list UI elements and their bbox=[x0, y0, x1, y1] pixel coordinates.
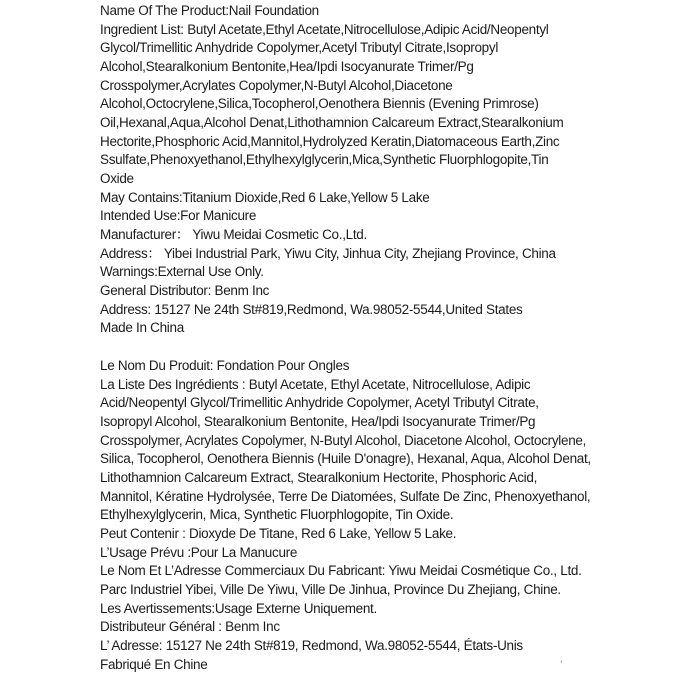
stray-mark: ’ bbox=[560, 658, 563, 672]
distributor-line-fr: Distributeur Général : Benm Inc bbox=[100, 619, 280, 635]
ingredient-list-cont-8: Oxide bbox=[100, 170, 134, 186]
distributor-address-line-fr: L’ Adresse: 15127 Ne 24th St#819, Redmond, Wa.98052-5544, États-Unis bbox=[100, 637, 523, 653]
intended-use-line: Intended Use:For Manicure bbox=[100, 208, 257, 224]
ingredient-list-line: Ingredient List: Butyl Acetate,Ethyl Acetate,Nitrocellulose,Adipic Acid/Neopentyl bbox=[100, 21, 549, 37]
ingredient-list-fr-cont-2: Isopropyl Alcohol, Stearalkonium Bentonite, Hea/Ipdi Isocyanurate Trimer/Pg bbox=[100, 413, 536, 429]
ingredient-list-fr-cont-6: Mannitol, Kératine Hydrolysée, Terre De Diatomées, Sulfate De Zinc, Phenoxyethanol, bbox=[100, 488, 591, 504]
manufacturer-line: Manufacturer： Yiwu Meidai Cosmetic Co.,Ltd. bbox=[100, 226, 367, 242]
manufacturer-address-line-fr: Parc Industriel Yibei, Ville De Yiwu, Ville De Jinhua, Province Du Zhejiang, Chine. bbox=[100, 581, 561, 597]
intended-use-line-fr: L’Usage Prévu :Pour La Manucure bbox=[100, 544, 298, 560]
product-name-line-fr: Le Nom Du Produit: Fondation Pour Ongles bbox=[100, 358, 350, 373]
ingredient-list-cont-2: Alcohol,Stearalkonium Bentonite,Hea/Ipdi Isocyanurate Trimer/Pg bbox=[100, 58, 474, 74]
ingredient-list-line-fr: La Liste Des Ingrédients : Butyl Acetate, Ethyl Acetate, Nitrocellulose, Adipic bbox=[100, 376, 531, 392]
ingredient-list-cont-3: Crosspolymer,Acrylates Copolymer,N-Butyl Alcohol,Diacetone bbox=[100, 77, 453, 93]
warnings-line: Warnings:External Use Only. bbox=[100, 264, 264, 280]
english-label-section bbox=[100, 2, 659, 338]
may-contain-line-fr: Peut Contenir : Dioxyde De Titane, Red 6 Lake, Yellow 5 Lake. bbox=[100, 525, 457, 541]
may-contain-line: May Contains:Titanium Dioxide,Red 6 Lake,Yellow 5 Lake bbox=[100, 189, 430, 205]
distributor-line: General Distributor: Benm Inc bbox=[100, 282, 270, 298]
ingredient-list-fr-cont-5: Lithothamnion Calcareum Extract, Stearalkonium Hectorite, Phosphoric Acid, bbox=[100, 469, 538, 485]
ingredient-list-fr-cont-3: Crosspolymer, Acrylates Copolymer, N-Butyl Alcohol, Diacetone Alcohol, Octocrylene, bbox=[100, 432, 587, 448]
ingredient-list-fr-cont-7: Ethylhexylglycerin, Mica, Synthetic Fluorphlogopite, Tin Oxide. bbox=[100, 507, 454, 523]
manufacturer-address-line: Address： Yibei Industrial Park, Yiwu City, Jinhua City, Zhejiang Province, China bbox=[100, 245, 556, 261]
french-label-section bbox=[100, 357, 659, 674]
distributor-address-line: Address: 15127 Ne 24th St#819,Redmond, Wa.98052-5544,United States bbox=[100, 301, 523, 317]
manufacturer-line-fr: Le Nom Et L’Adresse Commerciaux Du Fabricant: Yiwu Meidai Cosmétique Co., Ltd. bbox=[100, 563, 582, 579]
ingredient-list-cont-1: Glycol/Trimellitic Anhydride Copolymer,Acetyl Tributyl Citrate,Isopropyl bbox=[100, 40, 499, 56]
product-name-line: Name Of The Product:Nail Foundation bbox=[100, 3, 319, 18]
ingredient-list-cont-5: Oil,Hexanal,Aqua,Alcohol Denat,Lithothamnion Calcareum Extract,Stearalkonium bbox=[100, 114, 564, 130]
warnings-line-fr: Les Avertissements:Usage Externe Uniquement. bbox=[100, 600, 377, 616]
ingredient-list-cont-6: Hectorite,Phosphoric Acid,Mannitol,Hydrolyzed Keratin,Diatomaceous Earth,Zinc bbox=[100, 133, 560, 149]
ingredient-list-cont-4: Alcohol,Octocrylene,Silica,Tocopherol,Oenothera Biennis (Evening Primrose) bbox=[100, 96, 539, 112]
ingredient-list-cont-7: Ssulfate,Phenoxyethanol,Ethylhexylglycerin,Mica,Synthetic Fluorphlogopite,Tin bbox=[100, 152, 549, 168]
ingredient-list-fr-cont-4: Silica, Tocopherol, Oenothera Biennis (Huile D'onagre), Hexanal, Aqua, Alcohol Denat, bbox=[100, 451, 591, 467]
made-in-line-fr: Fabriqué En Chine bbox=[100, 656, 208, 672]
made-in-line: Made In China bbox=[100, 320, 184, 336]
ingredient-list-fr-cont-1: Acid/Neopentyl Glycol/Trimellitic Anhydride Copolymer, Acetyl Tributyl Citrate, bbox=[100, 395, 539, 411]
